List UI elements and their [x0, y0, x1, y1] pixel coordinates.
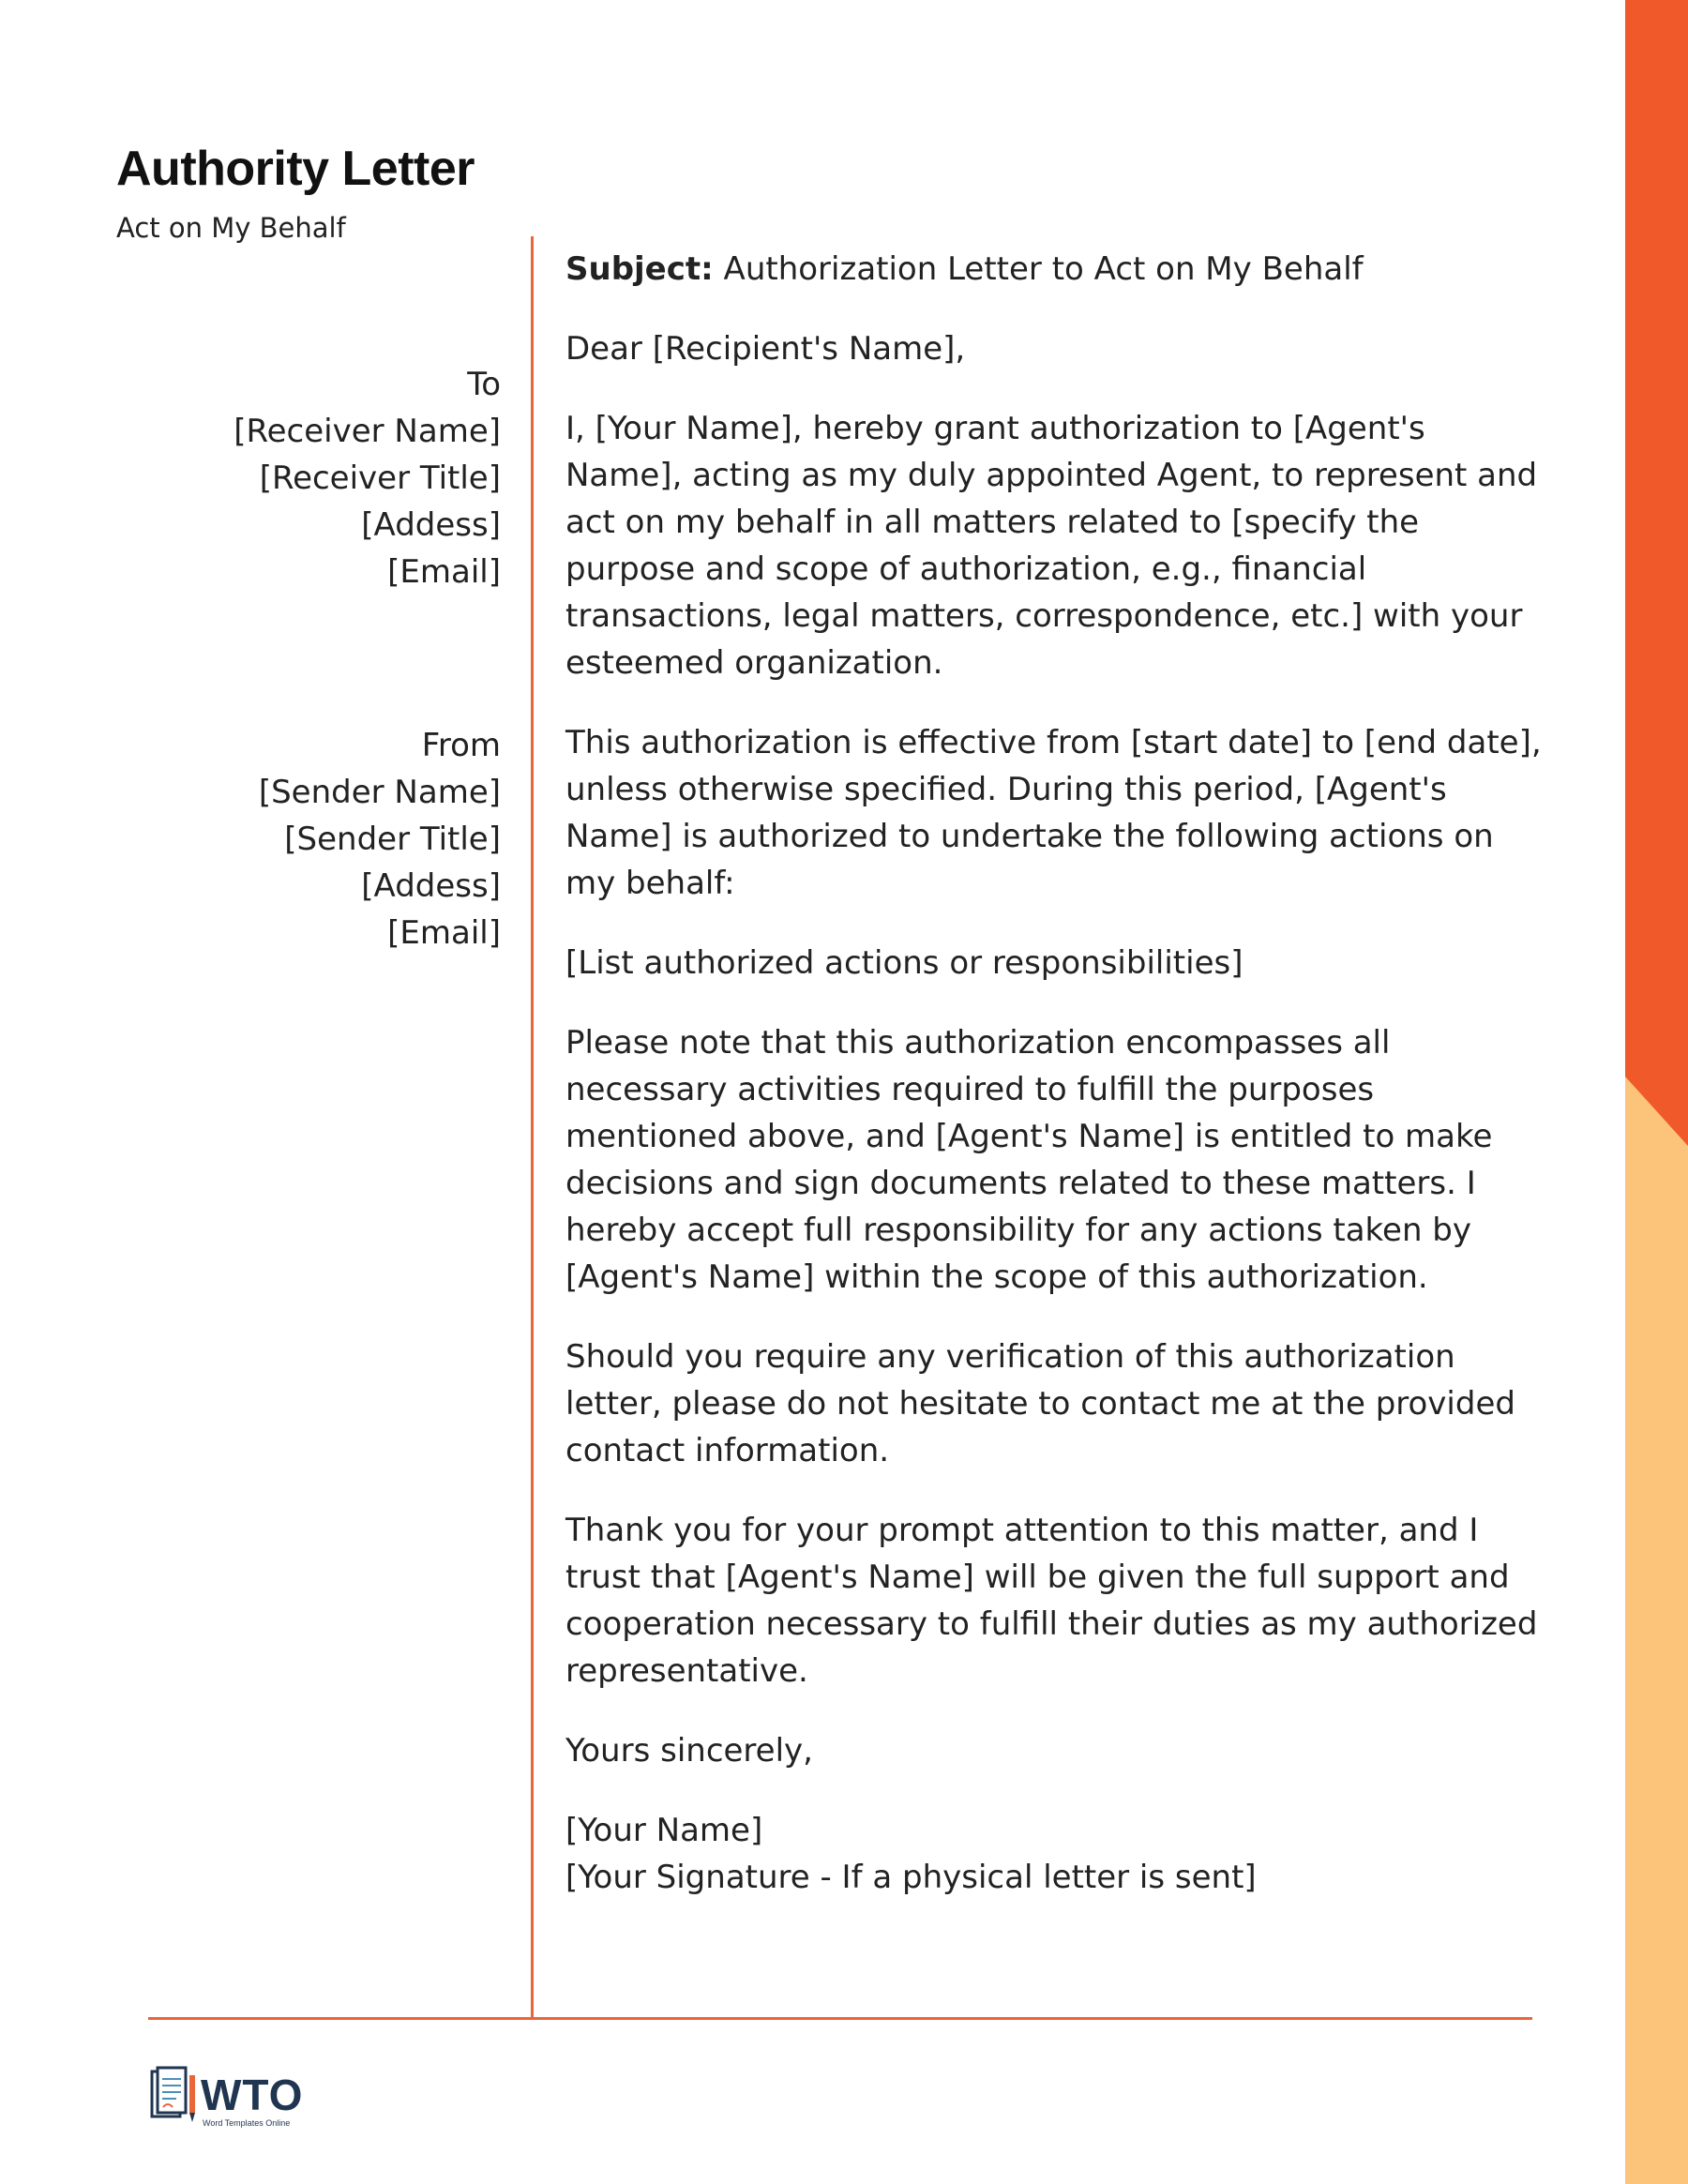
recipient-title: [Receiver Title]: [259, 459, 501, 497]
recipient-label: To: [467, 366, 501, 403]
document-pen-icon: [148, 2066, 201, 2128]
vertical-divider: [531, 236, 534, 2018]
paragraph-thanks: Thank you for your prompt attention to this matter, and I trust that [Agent's Name] will be given the full support and cooperation necessary to fulfill their duties as my authorized representative.: [565, 1512, 1538, 1690]
letter-body: [565, 246, 1550, 1934]
wto-logo: [148, 2066, 336, 2131]
signature-name: [Your Name]: [565, 1812, 763, 1849]
sender-block: [259, 722, 501, 956]
sender-address: [Addess]: [361, 867, 501, 905]
subject-text: Authorization Letter to Act on My Behalf: [713, 250, 1364, 288]
sender-email: [Email]: [387, 914, 501, 952]
signature-note: [Your Signature - If a physical letter is sent]: [565, 1859, 1257, 1896]
footer-divider: [148, 2017, 1532, 2020]
page-title: Authority Letter: [116, 142, 475, 196]
paragraph-verification: Should you require any verification of this authorization letter, please do not hesitate to contact me at the provided contact information.: [565, 1338, 1515, 1469]
recipient-block: [234, 361, 501, 595]
closing: Yours sincerely,: [565, 1732, 813, 1770]
subject-line: [565, 246, 1550, 293]
side-decorative-band: [1625, 0, 1688, 2184]
page-subtitle: Act on My Behalf: [116, 212, 346, 244]
logo-tagline: Word Templates Online: [203, 2118, 291, 2128]
sender-name: [Sender Name]: [258, 774, 501, 811]
recipient-email: [Email]: [387, 553, 501, 591]
paragraph-effective-period: This authorization is effective from [start date] to [end date], unless otherwise specified. During this period, [Agent's Name] is authorized to undertake the following actions on my behalf:: [565, 724, 1542, 902]
sender-title: [Sender Title]: [284, 821, 501, 858]
salutation: Dear [Recipient's Name],: [565, 330, 966, 368]
paragraph-scope-note: Please note that this authorization encompasses all necessary activities required to fulfill the purposes mentioned above, and [Agent's Name] is entitled to make decisions and sign documents related to these matters. I hereby accept full responsibility for any actions taken by [Agent's Name] within the scope of this authorization.: [565, 1024, 1493, 1296]
subject-label: Subject:: [565, 250, 714, 288]
paragraph-authorization: I, [Your Name], hereby grant authorization to [Agent's Name], acting as my duly appointed Agent, to represent and act on my behalf in all matters related to [specify the purpose and scope of authorization, e.g., financial transactions, legal matters, correspondence, etc.] with your esteemed organization.: [565, 410, 1538, 682]
sender-label: From: [421, 727, 501, 764]
recipient-address: [Addess]: [361, 506, 501, 544]
signature-block: [565, 1807, 1550, 1901]
paragraph-actions-list: [List authorized actions or responsibilities]: [565, 944, 1243, 982]
recipient-name: [Receiver Name]: [234, 413, 501, 450]
logo-text: WTO: [201, 2071, 304, 2119]
